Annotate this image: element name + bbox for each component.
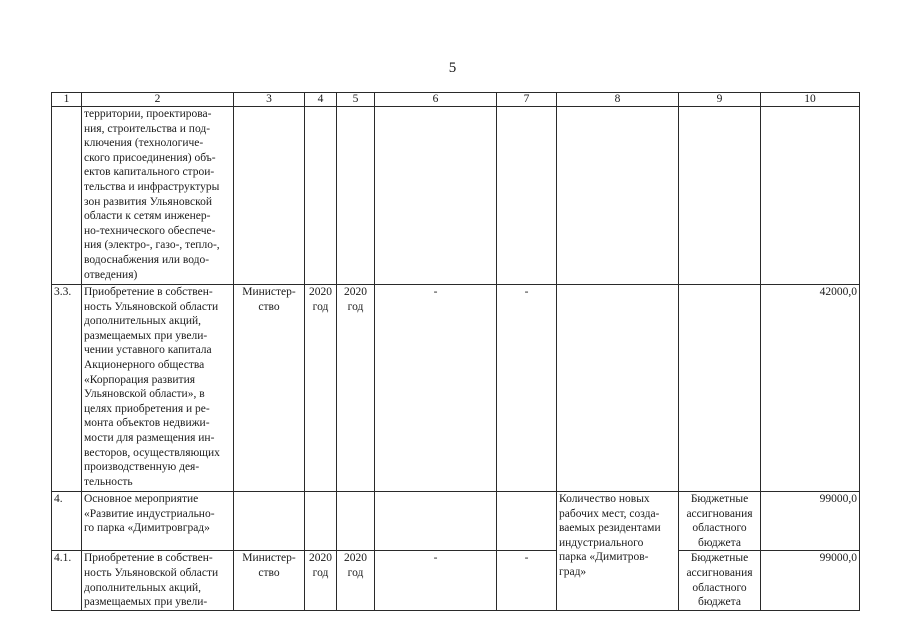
row-col7: - [497, 285, 557, 492]
header-cell-1: 1 [52, 93, 82, 107]
header-cell-5: 5 [337, 93, 375, 107]
row-number: 3.3. [52, 285, 82, 492]
row-amount: 42000,0 [761, 285, 860, 492]
row-indicator: Количество новых рабочих мест, созда- ваемых резидентами индустриального парка «Димитров- град» [557, 492, 679, 611]
row-end-year [337, 107, 375, 285]
row-end-year: 2020 год [337, 285, 375, 492]
row-amount: 99000,0 [761, 492, 860, 551]
row-col7 [497, 492, 557, 551]
table-row [52, 551, 860, 611]
row-end-year [337, 492, 375, 551]
header-cell-4: 4 [305, 93, 337, 107]
row-col6 [375, 492, 497, 551]
row-executor [234, 492, 305, 551]
row-start-year: 2020 год [305, 285, 337, 492]
row-col6 [375, 107, 497, 285]
row-executor: Министер- ство [234, 285, 305, 492]
row-number [52, 107, 82, 285]
header-row [52, 93, 860, 107]
header-cell-2: 2 [82, 93, 234, 107]
row-col7: - [497, 551, 557, 611]
row-funding-source: Бюджетные ассигнования областного бюджета [679, 492, 761, 551]
row-description: Приобретение в собствен- ность Ульяновской области дополнительных акций, размещаемых при увели- чении уставного капитала Акционерного общества «Корпорация развития Ульяновской области», в целях приобретения и ре- монта объектов недвижи- мости для размещения ин- весторов, осуществляющих производственную дея- тельность [82, 285, 234, 492]
row-col6: - [375, 285, 497, 492]
row-end-year: 2020 год [337, 551, 375, 611]
row-description: Основное мероприятие «Развитие индустриально- го парка «Димитровград» [82, 492, 234, 551]
table-row [52, 107, 860, 285]
row-description: Приобретение в собствен- ность Ульяновской области дополнительных акций, размещаемых при увели- [82, 551, 234, 611]
row-amount [761, 107, 860, 285]
row-funding-source: Бюджетные ассигнования областного бюджета [679, 551, 761, 611]
page-number: 5 [448, 60, 457, 76]
table-row [52, 492, 860, 551]
row-amount: 99000,0 [761, 551, 860, 611]
row-indicator [557, 285, 679, 492]
row-number: 4.1. [52, 551, 82, 611]
header-cell-10: 10 [761, 93, 860, 107]
row-number: 4. [52, 492, 82, 551]
row-executor: Министер- ство [234, 551, 305, 611]
row-start-year [305, 492, 337, 551]
row-description: территории, проектирова- ния, строительства и под- ключения (технологиче- ского присоединения) объ- ектов капитального строи- тельства и инфраструктуры зон развития Ульяновской области к сетям инженер- но-технического обеспече- ния (электро-, газо-, тепло-, водоснабжения или водо- отведения) [82, 107, 234, 285]
row-indicator [557, 107, 679, 285]
header-cell-7: 7 [497, 93, 557, 107]
row-start-year: 2020 год [305, 551, 337, 611]
row-funding-source [679, 285, 761, 492]
row-col7 [497, 107, 557, 285]
header-cell-9: 9 [679, 93, 761, 107]
header-cell-3: 3 [234, 93, 305, 107]
program-table [51, 92, 860, 611]
header-cell-6: 6 [375, 93, 497, 107]
row-executor [234, 107, 305, 285]
row-start-year [305, 107, 337, 285]
table-row [52, 285, 860, 492]
row-col6: - [375, 551, 497, 611]
row-funding-source [679, 107, 761, 285]
header-cell-8: 8 [557, 93, 679, 107]
